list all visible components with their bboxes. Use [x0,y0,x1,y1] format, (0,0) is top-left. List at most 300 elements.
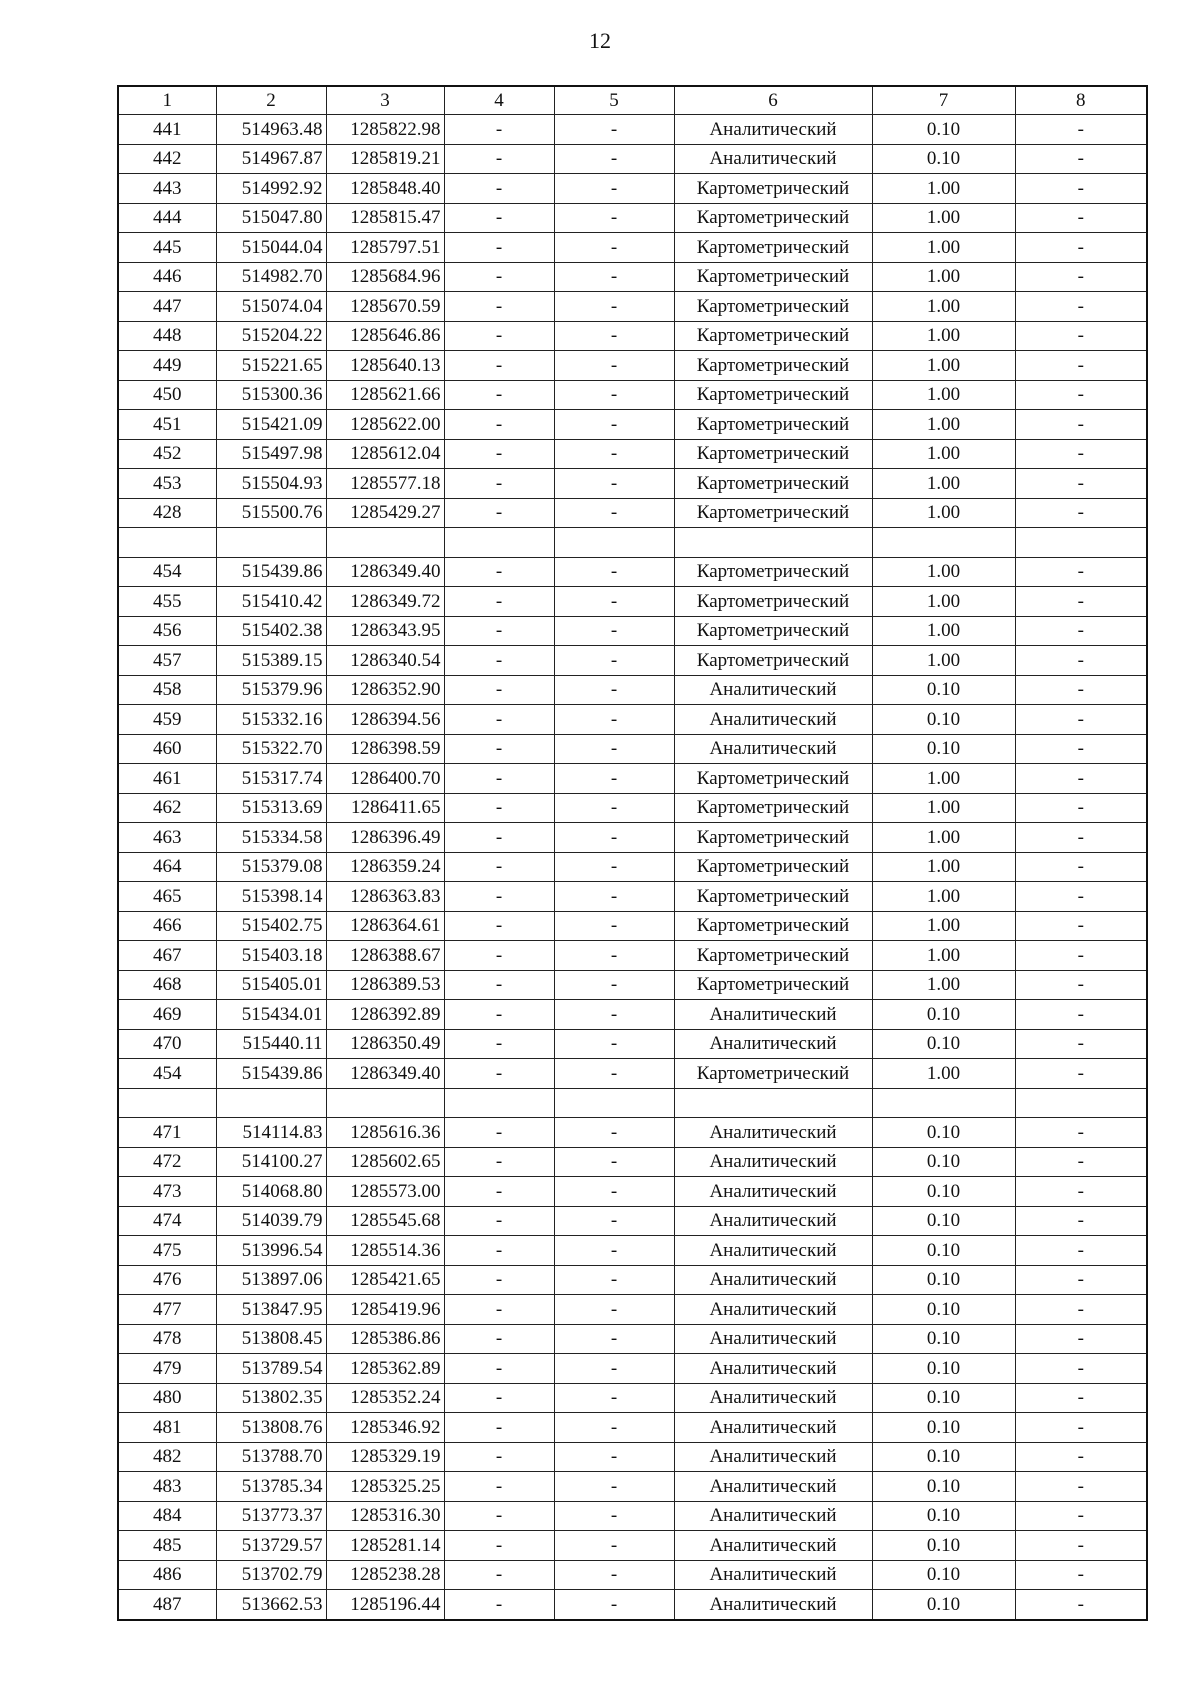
column-5-cell: - [554,1118,674,1148]
coord-y-cell: 1285815.47 [326,203,444,233]
column-5-cell: - [554,587,674,617]
coord-x-cell: 513729.57 [216,1531,326,1561]
table-row [118,764,1147,794]
coord-x-cell: 515044.04 [216,233,326,263]
column-4-cell: - [444,793,554,823]
column-5-cell: - [554,970,674,1000]
column-8-cell: - [1015,469,1147,499]
column-8-cell: - [1015,1501,1147,1531]
coord-y-cell: 1285797.51 [326,233,444,263]
table-row [118,1560,1147,1590]
point-number-cell: 478 [118,1324,216,1354]
method-cell: Аналитический [674,1000,872,1030]
method-cell: Картометрический [674,764,872,794]
point-number-cell: 470 [118,1029,216,1059]
coordinates-table [117,85,1148,1621]
accuracy-cell: 1.00 [872,646,1015,676]
table-row [118,321,1147,351]
coord-y-cell [326,1088,444,1118]
accuracy-cell: 0.10 [872,1295,1015,1325]
table-row [118,1177,1147,1207]
column-5-cell: - [554,1531,674,1561]
method-cell: Картометрический [674,823,872,853]
point-number-cell: 452 [118,439,216,469]
accuracy-cell: 1.00 [872,410,1015,440]
column-8-cell: - [1015,646,1147,676]
coord-x-cell: 515074.04 [216,292,326,322]
table-row [118,439,1147,469]
column-8-cell: - [1015,1354,1147,1384]
column-header-2: 2 [216,86,326,115]
coord-x-cell: 515440.11 [216,1029,326,1059]
column-5-cell: - [554,233,674,263]
method-cell: Картометрический [674,262,872,292]
column-5-cell: - [554,1000,674,1030]
column-4-cell: - [444,911,554,941]
coord-y-cell: 1285684.96 [326,262,444,292]
column-4-cell: - [444,616,554,646]
accuracy-cell: 1.00 [872,203,1015,233]
point-number-cell: 442 [118,144,216,174]
method-cell: Картометрический [674,557,872,587]
column-5-cell: - [554,852,674,882]
method-cell: Картометрический [674,852,872,882]
method-cell: Картометрический [674,882,872,912]
coord-y-cell: 1285196.44 [326,1590,444,1620]
method-cell [674,528,872,558]
column-5-cell: - [554,1206,674,1236]
accuracy-cell: 0.10 [872,734,1015,764]
column-5-cell: - [554,1177,674,1207]
coord-y-cell: 1286389.53 [326,970,444,1000]
column-4-cell: - [444,439,554,469]
column-5-cell: - [554,498,674,528]
method-cell: Картометрический [674,1059,872,1089]
method-cell: Картометрический [674,203,872,233]
column-header-4: 4 [444,86,554,115]
point-number-cell: 448 [118,321,216,351]
table-row [118,1059,1147,1089]
point-number-cell: 466 [118,911,216,941]
column-4-cell: - [444,1442,554,1472]
column-5-cell: - [554,764,674,794]
column-8-cell: - [1015,1059,1147,1089]
column-5-cell: - [554,646,674,676]
table-header-row [118,86,1147,115]
column-8-cell [1015,528,1147,558]
method-cell: Картометрический [674,233,872,263]
column-4-cell: - [444,1118,554,1148]
accuracy-cell: 0.10 [872,1531,1015,1561]
column-8-cell: - [1015,1118,1147,1148]
coord-x-cell: 513773.37 [216,1501,326,1531]
coord-y-cell: 1285281.14 [326,1531,444,1561]
coord-y-cell: 1285616.36 [326,1118,444,1148]
point-number-cell: 464 [118,852,216,882]
coord-x-cell: 515497.98 [216,439,326,469]
coord-y-cell [326,528,444,558]
column-header-6: 6 [674,86,872,115]
point-number-cell: 485 [118,1531,216,1561]
method-cell: Картометрический [674,941,872,971]
coord-x-cell: 515322.70 [216,734,326,764]
coord-x-cell: 515047.80 [216,203,326,233]
method-cell: Аналитический [674,1531,872,1561]
column-5-cell: - [554,1472,674,1502]
table-row [118,793,1147,823]
column-8-cell: - [1015,1000,1147,1030]
coord-x-cell: 515500.76 [216,498,326,528]
column-4-cell: - [444,941,554,971]
coord-x-cell: 513789.54 [216,1354,326,1384]
table-row [118,1383,1147,1413]
method-cell: Картометрический [674,380,872,410]
column-8-cell: - [1015,1383,1147,1413]
column-5-cell: - [554,911,674,941]
column-4-cell: - [444,469,554,499]
column-5-cell: - [554,203,674,233]
point-number-cell: 454 [118,557,216,587]
method-cell: Аналитический [674,1413,872,1443]
column-5-cell: - [554,1029,674,1059]
coord-y-cell: 1285429.27 [326,498,444,528]
coord-x-cell: 515439.86 [216,557,326,587]
table-row [118,1590,1147,1620]
coord-x-cell: 515313.69 [216,793,326,823]
point-number-cell: 455 [118,587,216,617]
coord-x-cell: 514967.87 [216,144,326,174]
method-cell: Аналитический [674,1501,872,1531]
column-8-cell: - [1015,1029,1147,1059]
coord-y-cell: 1285573.00 [326,1177,444,1207]
column-8-cell: - [1015,1590,1147,1620]
table-body [118,115,1147,1620]
column-5-cell: - [554,793,674,823]
column-8-cell: - [1015,174,1147,204]
accuracy-cell: 0.10 [872,1413,1015,1443]
column-8-cell: - [1015,1236,1147,1266]
column-8-cell [1015,1088,1147,1118]
column-4-cell: - [444,1295,554,1325]
method-cell: Картометрический [674,351,872,381]
method-cell: Аналитический [674,1590,872,1620]
accuracy-cell: 0.10 [872,1118,1015,1148]
column-4-cell: - [444,1265,554,1295]
column-5-cell: - [554,941,674,971]
coord-y-cell: 1286396.49 [326,823,444,853]
column-8-cell: - [1015,1295,1147,1325]
coord-y-cell: 1286340.54 [326,646,444,676]
point-number-cell: 487 [118,1590,216,1620]
method-cell: Аналитический [674,1560,872,1590]
method-cell: Картометрический [674,911,872,941]
accuracy-cell: 1.00 [872,380,1015,410]
column-4-cell: - [444,410,554,440]
point-number-cell: 476 [118,1265,216,1295]
column-4-cell: - [444,1531,554,1561]
accuracy-cell: 0.10 [872,1147,1015,1177]
table-row [118,1354,1147,1384]
accuracy-cell: 1.00 [872,174,1015,204]
column-4-cell: - [444,292,554,322]
method-cell: Аналитический [674,1177,872,1207]
column-header-8: 8 [1015,86,1147,115]
accuracy-cell: 0.10 [872,675,1015,705]
coord-x-cell: 513808.76 [216,1413,326,1443]
accuracy-cell: 0.10 [872,1560,1015,1590]
coord-y-cell: 1285848.40 [326,174,444,204]
accuracy-cell: 1.00 [872,557,1015,587]
column-5-cell: - [554,380,674,410]
table-row [118,823,1147,853]
column-4-cell: - [444,262,554,292]
coord-x-cell: 515317.74 [216,764,326,794]
coord-y-cell: 1285621.66 [326,380,444,410]
coord-x-cell: 513847.95 [216,1295,326,1325]
coord-y-cell: 1285612.04 [326,439,444,469]
point-number-cell: 447 [118,292,216,322]
point-number-cell: 462 [118,793,216,823]
accuracy-cell: 0.10 [872,1265,1015,1295]
column-5-cell [554,1088,674,1118]
column-4-cell: - [444,1413,554,1443]
coord-x-cell: 513808.45 [216,1324,326,1354]
column-8-cell: - [1015,793,1147,823]
coord-x-cell: 515221.65 [216,351,326,381]
column-8-cell: - [1015,1206,1147,1236]
method-cell: Аналитический [674,115,872,145]
column-8-cell: - [1015,882,1147,912]
coord-x-cell: 515402.75 [216,911,326,941]
column-8-cell: - [1015,941,1147,971]
column-5-cell: - [554,351,674,381]
accuracy-cell: 0.10 [872,1029,1015,1059]
point-number-cell: 450 [118,380,216,410]
column-4-cell: - [444,646,554,676]
accuracy-cell: 0.10 [872,1354,1015,1384]
coord-y-cell: 1285329.19 [326,1442,444,1472]
column-4-cell: - [444,675,554,705]
column-8-cell: - [1015,351,1147,381]
column-8-cell: - [1015,262,1147,292]
accuracy-cell: 1.00 [872,321,1015,351]
table-row [118,1265,1147,1295]
column-4-cell: - [444,1354,554,1384]
column-8-cell: - [1015,734,1147,764]
table-row [118,705,1147,735]
point-number-cell [118,528,216,558]
column-4-cell [444,528,554,558]
accuracy-cell: 0.10 [872,1177,1015,1207]
coord-x-cell: 514068.80 [216,1177,326,1207]
method-cell: Картометрический [674,616,872,646]
coord-x-cell: 515402.38 [216,616,326,646]
table-row [118,1413,1147,1443]
point-number-cell: 460 [118,734,216,764]
method-cell: Картометрический [674,469,872,499]
accuracy-cell: 1.00 [872,587,1015,617]
coord-x-cell: 515410.42 [216,587,326,617]
coord-y-cell: 1285819.21 [326,144,444,174]
column-8-cell: - [1015,498,1147,528]
point-number-cell: 449 [118,351,216,381]
column-4-cell: - [444,115,554,145]
accuracy-cell: 1.00 [872,1059,1015,1089]
column-8-cell: - [1015,1324,1147,1354]
column-4-cell: - [444,1059,554,1089]
coord-x-cell: 515439.86 [216,1059,326,1089]
column-5-cell: - [554,1265,674,1295]
column-8-cell: - [1015,1147,1147,1177]
table-row [118,1324,1147,1354]
coord-y-cell: 1286398.59 [326,734,444,764]
accuracy-cell: 0.10 [872,1383,1015,1413]
table-row [118,1472,1147,1502]
table-row [118,351,1147,381]
point-number-cell: 443 [118,174,216,204]
coord-y-cell: 1286392.89 [326,1000,444,1030]
method-cell: Аналитический [674,1118,872,1148]
point-number-cell: 444 [118,203,216,233]
column-5-cell: - [554,1324,674,1354]
column-4-cell: - [444,1472,554,1502]
page-number: 12 [589,28,611,53]
column-8-cell: - [1015,321,1147,351]
table-row [118,587,1147,617]
coord-x-cell: 513702.79 [216,1560,326,1590]
coord-y-cell: 1285316.30 [326,1501,444,1531]
column-4-cell: - [444,351,554,381]
column-4-cell: - [444,734,554,764]
coord-y-cell: 1285238.28 [326,1560,444,1590]
point-number-cell: 454 [118,1059,216,1089]
point-number-cell: 446 [118,262,216,292]
column-4-cell: - [444,321,554,351]
point-number-cell: 477 [118,1295,216,1325]
method-cell: Картометрический [674,970,872,1000]
column-4-cell: - [444,1147,554,1177]
point-number-cell: 456 [118,616,216,646]
coord-x-cell: 515204.22 [216,321,326,351]
coord-x-cell: 514039.79 [216,1206,326,1236]
accuracy-cell: 1.00 [872,970,1015,1000]
point-number-cell: 467 [118,941,216,971]
column-4-cell: - [444,1560,554,1590]
coord-x-cell: 514992.92 [216,174,326,204]
coord-x-cell: 515403.18 [216,941,326,971]
coord-y-cell: 1285362.89 [326,1354,444,1384]
table-row [118,1501,1147,1531]
method-cell: Аналитический [674,1295,872,1325]
point-number-cell: 453 [118,469,216,499]
accuracy-cell: 1.00 [872,469,1015,499]
method-cell: Аналитический [674,1147,872,1177]
column-5-cell: - [554,469,674,499]
column-4-cell: - [444,587,554,617]
column-8-cell: - [1015,587,1147,617]
method-cell: Аналитический [674,1472,872,1502]
table-row [118,1295,1147,1325]
column-5-cell: - [554,1501,674,1531]
coord-y-cell: 1285646.86 [326,321,444,351]
point-number-cell: 479 [118,1354,216,1384]
method-cell: Картометрический [674,646,872,676]
coord-x-cell: 515398.14 [216,882,326,912]
method-cell: Аналитический [674,1265,872,1295]
column-5-cell: - [554,1147,674,1177]
coord-x-cell: 515421.09 [216,410,326,440]
method-cell: Аналитический [674,1354,872,1384]
column-5-cell: - [554,1059,674,1089]
table-row [118,469,1147,499]
column-8-cell: - [1015,410,1147,440]
point-number-cell: 451 [118,410,216,440]
column-header-7: 7 [872,86,1015,115]
coord-y-cell: 1285419.96 [326,1295,444,1325]
column-4-cell: - [444,557,554,587]
method-cell: Аналитический [674,705,872,735]
coord-x-cell: 515334.58 [216,823,326,853]
coord-y-cell: 1286394.56 [326,705,444,735]
column-4-cell: - [444,498,554,528]
column-5-cell: - [554,882,674,912]
column-8-cell: - [1015,675,1147,705]
column-4-cell: - [444,1590,554,1620]
method-cell: Аналитический [674,734,872,764]
coord-y-cell: 1286350.49 [326,1029,444,1059]
table-row [118,1206,1147,1236]
column-header-1: 1 [118,86,216,115]
column-4-cell: - [444,1206,554,1236]
coord-y-cell: 1286349.40 [326,557,444,587]
table-row [118,1147,1147,1177]
coord-y-cell: 1286388.67 [326,941,444,971]
column-4-cell: - [444,1501,554,1531]
point-number-cell: 480 [118,1383,216,1413]
column-4-cell: - [444,1236,554,1266]
column-4-cell: - [444,1383,554,1413]
column-8-cell: - [1015,292,1147,322]
coord-x-cell: 514982.70 [216,262,326,292]
column-8-cell: - [1015,911,1147,941]
column-8-cell: - [1015,380,1147,410]
table-row [118,616,1147,646]
accuracy-cell: 1.00 [872,941,1015,971]
column-4-cell: - [444,1029,554,1059]
column-8-cell: - [1015,705,1147,735]
column-5-cell: - [554,734,674,764]
column-5-cell: - [554,1413,674,1443]
column-8-cell: - [1015,1442,1147,1472]
coord-x-cell: 515300.36 [216,380,326,410]
coord-x-cell: 515405.01 [216,970,326,1000]
table-row [118,734,1147,764]
column-5-cell: - [554,115,674,145]
table-row [118,970,1147,1000]
coord-y-cell: 1285325.25 [326,1472,444,1502]
coord-y-cell: 1286411.65 [326,793,444,823]
coord-y-cell: 1285514.36 [326,1236,444,1266]
column-5-cell: - [554,616,674,646]
accuracy-cell: 1.00 [872,292,1015,322]
column-8-cell: - [1015,852,1147,882]
table-row [118,646,1147,676]
method-cell: Аналитический [674,675,872,705]
coord-x-cell: 514114.83 [216,1118,326,1148]
table-row [118,1000,1147,1030]
column-5-cell: - [554,675,674,705]
accuracy-cell: 1.00 [872,793,1015,823]
